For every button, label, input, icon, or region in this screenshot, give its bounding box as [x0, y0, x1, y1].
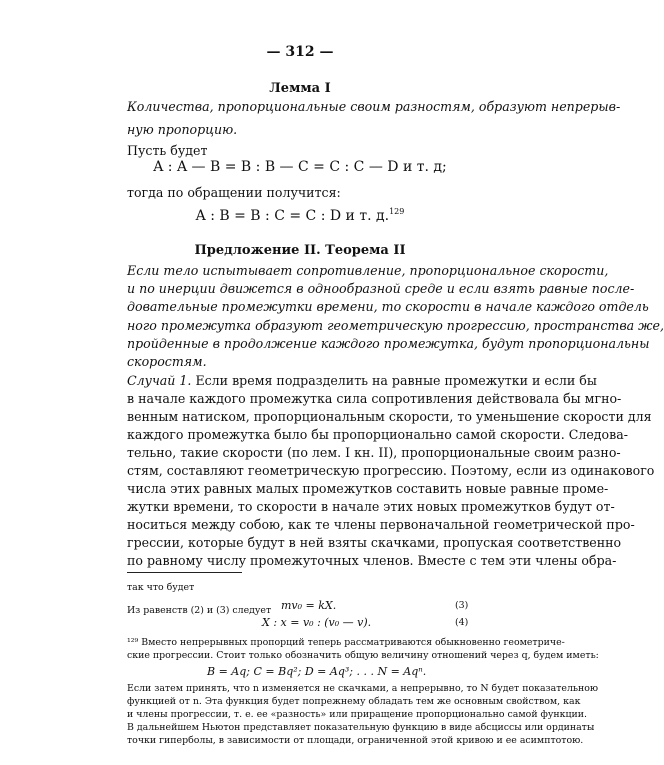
footnote-129-line: точки гиперболы, в зависимости от площади, ограниченной этой кривою и ее асимптотою. — [127, 735, 584, 746]
case-1-line: каждого промежутка было бы пропорционально самой скорости. Следова- — [127, 427, 628, 442]
footnote-129-line: В дальнейшем Ньютон представляет показательную функцию в виде абсциссы или ординаты — [127, 722, 595, 733]
equation-4-number: (4) — [455, 617, 469, 628]
footnote-carry-text: так что будет — [127, 582, 195, 593]
lemma-conversion-text: тогда по обращении получится: — [127, 185, 341, 200]
proposition-statement-line: довательные промежутки времени, то скорости в начале каждого отдель — [127, 299, 649, 314]
proposition-statement-line: Если тело испытывает сопротивление, пропорциональное скорости, — [127, 263, 609, 278]
proposition-statement-line: ного промежутка образуют геометрическую прогрессию, пространства же, — [127, 318, 664, 333]
footnote-129-formula: B = Aq; C = Bq²; D = Aq³; . . . N = Aqⁿ. — [207, 665, 427, 678]
case-1-line: носиться между собою, как те члены первоначальной геометрической про- — [127, 517, 635, 532]
lemma-title: Лемма I — [269, 81, 331, 96]
footnote-129-line: функцией от n. Эта функция будет попрежнему обладать тем же основным свойством, как — [127, 696, 581, 707]
footnote-129-line: ские прогрессии. Стоит только обозначить общую величину отношений через q, будем иметь: — [127, 650, 599, 661]
case-1-label: Случай 1. — [127, 373, 192, 388]
page-number: — 312 — — [266, 44, 334, 60]
proposition-statement-line: и по инерции движется в однообразной среде и если взять равные после- — [127, 281, 635, 296]
case-1-line: венным натиском, пропорциональным скорости, то уменьшение скорости для — [127, 409, 652, 424]
footnote-divider — [127, 572, 242, 573]
case-1-line: жутки времени, то скорости в начале этих новых промежутков будут от- — [127, 499, 615, 514]
proposition-title: Предложение II. Теорема II — [194, 243, 406, 258]
lemma-let-text: Пусть будет — [127, 143, 208, 158]
equation-4: X : x = v₀ : (v₀ — v). — [262, 616, 372, 629]
proposition-statement-line: пройденные в продолжение каждого промежутка, будут пропорциональны — [127, 336, 650, 351]
case-1-line: грессии, которые будут в ней взяты скачками, пропуская соответственно — [127, 535, 622, 550]
footnote-ref-129: 129 — [389, 207, 405, 216]
case-1-line: тельно, такие скорости (по лем. I кн. II), пропорциональные своим разно- — [127, 445, 621, 460]
case-1-line: числа этих равных малых промежутков составить новые равные проме- — [127, 481, 609, 496]
lemma-statement-line: ную пропорцию. — [127, 122, 238, 137]
footnote-carry-text: Из равенств (2) и (3) следует — [127, 605, 272, 616]
footnote-129-line: Если затем принять, что n изменяется не скачками, а непрерывно, то N будет показательною — [127, 683, 599, 694]
case-1-line: в начале каждого промежутка сила сопротивления действовала бы мгно- — [127, 391, 622, 406]
case-1-first-text: Если время подразделить на равные промежутки и если бы — [191, 373, 597, 388]
lemma-formula-1: A : A — B = B : B — C = C : C — D и т. д; — [153, 159, 447, 175]
footnote-129-line: и члены прогрессии, т. е. ее «разность» или приращение пропорционально самой функции. — [127, 709, 588, 720]
lemma-formula-2-text: A : B = B : C = C : D и т. д. — [195, 208, 390, 224]
equation-3-number: (3) — [455, 600, 469, 611]
case-1-line: стям, составляют геометрическую прогрессию. Поэтому, если из одинакового — [127, 463, 655, 478]
proposition-statement-line: скоростям. — [127, 354, 207, 369]
case-1-first-line — [127, 373, 597, 388]
equation-3: mv₀ = kX. — [281, 599, 337, 612]
case-1-line: по равному числу промежуточных членов. Вместе с тем эти члены обра- — [127, 553, 617, 568]
lemma-formula-2 — [0, 207, 600, 224]
lemma-statement-line: Количества, пропорциональные своим разностям, образуют непрерыв- — [127, 99, 621, 114]
footnote-129-line: ¹²⁹ Вместо непрерывных пропорций теперь рассматриваются обыкновенно геометриче- — [127, 637, 565, 648]
